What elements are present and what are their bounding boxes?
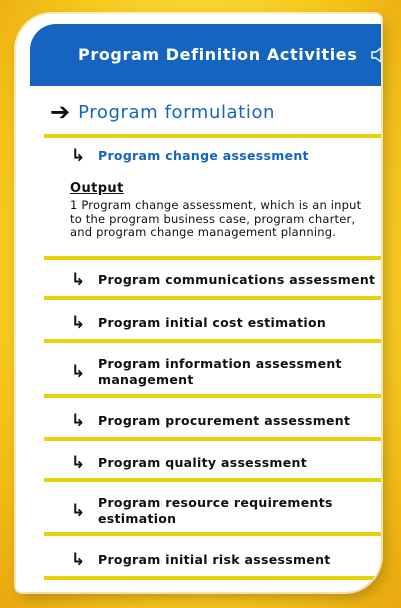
list-item-program-initial-risk-assessment[interactable] xyxy=(68,543,331,577)
divider xyxy=(44,134,381,138)
list-item-label: Program communications assessment xyxy=(98,272,376,287)
content-card xyxy=(16,14,381,592)
return-arrow-icon: ↳ xyxy=(70,270,86,290)
divider xyxy=(44,394,381,398)
divider xyxy=(44,296,381,300)
return-arrow-icon: ↳ xyxy=(70,453,86,473)
header-bar xyxy=(30,24,381,86)
list-item-program-communications-assessment[interactable] xyxy=(68,264,375,296)
divider xyxy=(44,532,381,536)
list-item-program-change-assessment[interactable] xyxy=(68,140,309,172)
list-item-label: Program resource requirements estimation xyxy=(98,495,333,526)
divider xyxy=(44,576,381,580)
section-heading xyxy=(50,92,275,132)
return-arrow-icon: ↳ xyxy=(70,501,86,521)
list-item-program-information-assessment-management[interactable] xyxy=(68,348,348,396)
list-item-label: Program initial cost estimation xyxy=(98,315,327,330)
output-description: 1 Program change assessment, which is an input to the program business case, program charter, and program change management planning. xyxy=(70,198,362,239)
return-arrow-icon: ↳ xyxy=(70,550,86,570)
list-item-program-quality-assessment[interactable] xyxy=(68,446,307,480)
output-heading: Output xyxy=(70,181,124,196)
list-item-label: Program information assessment management xyxy=(98,356,342,387)
return-arrow-icon: ↳ xyxy=(70,411,86,431)
arrow-right-icon: ➔ xyxy=(50,98,71,126)
list-item-label: Program change assessment xyxy=(98,148,309,163)
list-item-label: Program quality assessment xyxy=(98,455,308,470)
return-arrow-icon: ↳ xyxy=(70,146,86,166)
speaker-icon[interactable] xyxy=(370,45,381,65)
divider xyxy=(44,256,381,260)
return-arrow-icon: ↳ xyxy=(70,362,86,382)
divider xyxy=(44,478,381,482)
list-item-program-initial-cost-estimation[interactable] xyxy=(68,306,326,340)
list-item-program-procurement-assessment[interactable] xyxy=(68,404,350,438)
page-title: Program Definition Activities xyxy=(78,45,358,64)
list-item-label: Program initial risk assessment xyxy=(98,552,331,567)
list-item-program-resource-requirements-estimation[interactable] xyxy=(68,487,348,535)
section-title: Program formulation xyxy=(78,101,276,123)
divider xyxy=(44,339,381,343)
return-arrow-icon: ↳ xyxy=(70,313,86,333)
list-item-label: Program procurement assessment xyxy=(98,413,351,428)
divider xyxy=(44,437,381,441)
